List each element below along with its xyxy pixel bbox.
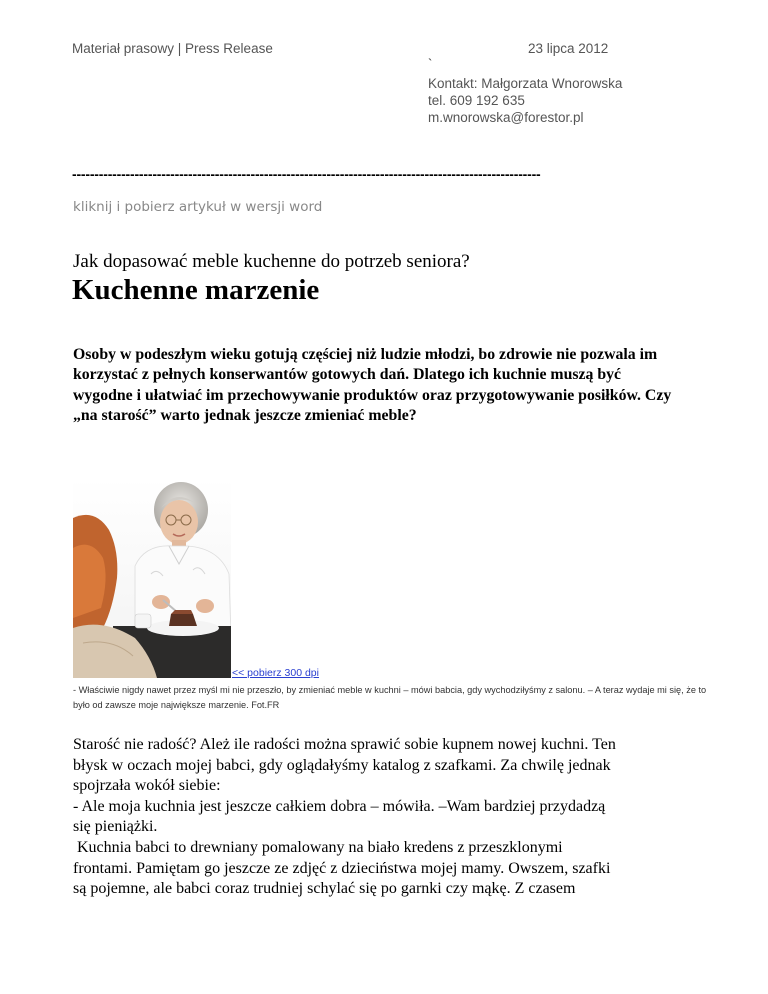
article-title: Kuchenne marzenie <box>72 274 320 306</box>
body-line: - Ale moja kuchnia jest jeszcze całkiem dobra – mówiła. –Wam bardziej przydadzą <box>73 797 606 815</box>
contact-phone: tel. 609 192 635 <box>428 93 525 108</box>
contact-person: Kontakt: Małgorzata Wnorowska <box>428 76 623 91</box>
article-lead: Osoby w podeszłym wieku gotują częściej niż ludzie młodzi, bo zdrowie nie pozwala im korzystać z pełnych konserwantów gotowych dań. Dlatego ich kuchnie muszą być wygodne i ułatwiać im przechowywanie produktów oraz przygotowywanie posiłków. Czy „na starość” warto jednak jeszcze zmieniać meble? <box>73 346 672 425</box>
body-line: frontami. Pamiętam go jeszcze ze zdjęć z dzieciństwa mojej mamy. Owszem, szafki <box>73 859 611 877</box>
header-release-label: Materiał prasowy | Press Release <box>72 41 273 56</box>
body-line: się pieniążki. <box>73 818 158 836</box>
article-photo <box>73 478 231 678</box>
body-line: są pojemne, ale babci coraz trudniej schylać się po garnki czy mąkę. Z czasem <box>73 880 576 898</box>
download-300dpi-link[interactable]: << pobierz 300 dpi <box>232 667 319 679</box>
photo-caption: - Właściwie nigdy nawet przez myśl mi nie przeszło, by zmieniać meble w kuchni – mówi babcia, gdy wychodziłyśmy z salonu. – A teraz wydaje mi się, że to było od zawsze moje największe marzenie. Fot.FR <box>73 685 707 710</box>
header-tick-mark: ` <box>428 56 433 71</box>
article-subtitle: Jak dopasować meble kuchenne do potrzeb seniora? <box>73 251 470 272</box>
dashed-separator: --------------------------------------------------------------------------------------------------------- <box>72 166 541 182</box>
body-line: Kuchnia babci to drewniany pomalowany na biało kredens z przeszklonymi <box>73 838 563 856</box>
header-date: 23 lipca 2012 <box>528 41 609 56</box>
body-line: Starość nie radość? Ależ ile radości można sprawić sobie kupnem nowej kuchni. Ten <box>73 736 616 753</box>
body-line: błysk w oczach mojej babci, gdy oglądałyśmy katalog z szafkami. Za chwilę jednak <box>73 756 611 774</box>
contact-email[interactable]: m.wnorowska@forestor.pl <box>428 110 584 125</box>
article-body <box>73 735 703 900</box>
body-line: spojrzała wokół siebie: <box>73 777 221 795</box>
download-word-link[interactable]: kliknij i pobierz artykuł w wersji word <box>73 199 323 215</box>
